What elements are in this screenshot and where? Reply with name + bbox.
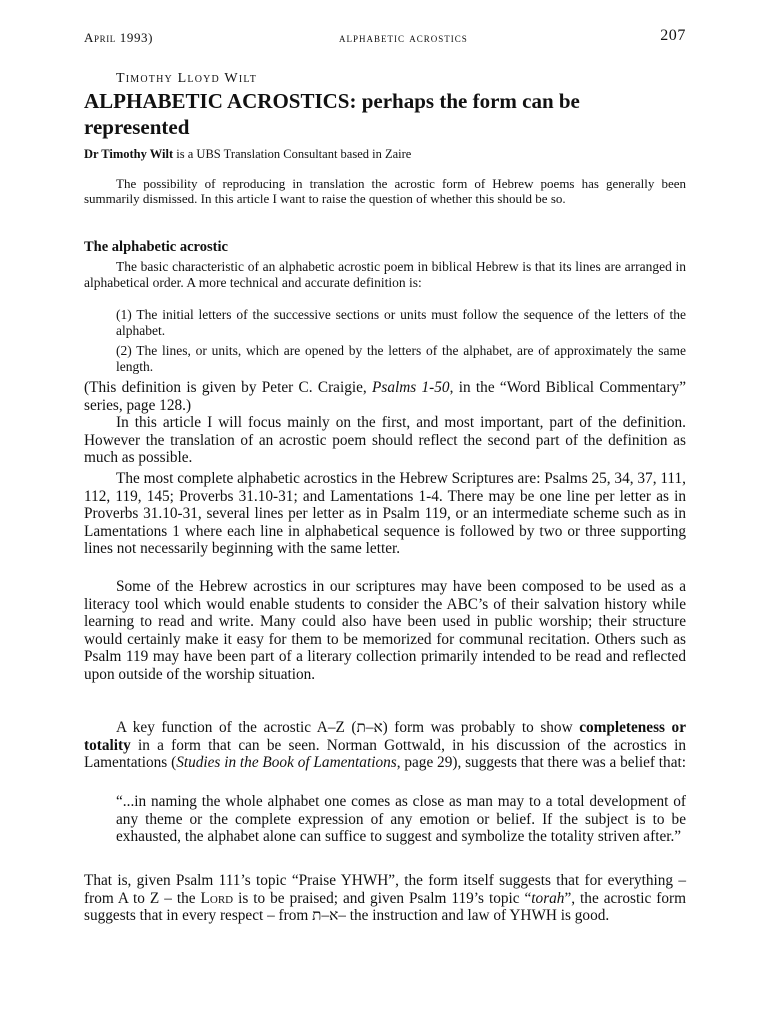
running-head-title: alphabetic acrostics xyxy=(339,30,468,45)
source-book-title: Psalms 1-50 xyxy=(372,379,450,396)
running-head xyxy=(84,27,686,48)
journal-page xyxy=(84,0,686,1024)
byline-affiliation: is a UBS Translation Consultant based in Zaire xyxy=(173,147,412,161)
block-quote: “...in naming the whole alphabet one comes as close as man may to a total development of any theme or the complete expression of any emotion or belief. If the subject is to be exhausted, the alphabet alone can suffice to suggest and symbolize the totality striven after.” xyxy=(116,793,686,846)
definition-2: (2) The lines, or units, which are opened by the letters of the alphabet, are of approximately the same length. xyxy=(116,343,686,374)
author-byline xyxy=(84,146,686,162)
para6-torah: torah xyxy=(531,889,565,907)
para5-text-b: in a form that can be seen. Norman Gottwald, in his discussion of the acrostics in Lamentations ( xyxy=(84,736,686,772)
source-text-end: , in the “Word Biblical Commentary” series, page 128.) xyxy=(84,379,687,414)
article-abstract: The possibility of reproducing in translation the acrostic form of Hebrew poems has generally been summarily dismissed. In this article I want to raise the question of whether this should be so. xyxy=(84,176,686,206)
paragraph-conclusion xyxy=(84,872,686,925)
author-name: Timothy Lloyd Wilt xyxy=(116,71,258,86)
para5-book-title: Studies in the Book of Lamentations xyxy=(176,754,397,772)
paragraph-completeness xyxy=(84,719,686,772)
para5-text-c: , page 29), suggests that there was a belief that: xyxy=(396,754,686,772)
para5-emphasis: completeness or totality xyxy=(84,719,686,754)
paragraph-intro: The basic characteristic of an alphabetic acrostic poem in biblical Hebrew is that its lines are arranged in alphabetical order. A more technical and accurate definition is: xyxy=(84,259,686,290)
article-title: ALPHABETIC ACROSTICS: perhaps the form can be represented xyxy=(84,89,580,139)
source-text: (This definition is given by Peter C. Craigie, xyxy=(84,379,373,396)
definition-source xyxy=(84,379,686,414)
definition-1: (1) The initial letters of the successive sections or units must follow the sequence of the letters of the alphabet. xyxy=(116,307,686,338)
para6-text-b: is to be praised; and given Psalm 119’s topic “ xyxy=(233,889,532,907)
paragraph-literacy: Some of the Hebrew acrostics in our scriptures may have been composed to be used as a literacy tool which would enable students to consider the ABC’s of their salvation history while learning to read and write. Many could also have been used in public worship; their structure would certainly make it easy for them to be memorized for communal recitation. Others such as Psalm 119 may have been part of a literary collection primarily intended to be read and reflected upon outside of the worship situation. xyxy=(84,578,686,683)
section-heading: The alphabetic acrostic xyxy=(84,239,228,255)
para6-lord: Lord xyxy=(200,889,234,907)
paragraph-focus: In this article I will focus mainly on the first, and most important, part of the definition. However the translation of an acrostic poem should reflect the second part of the definition as much as possible. xyxy=(84,414,686,467)
para5-text-a: A key function of the acrostic A–Z (א–ת) form was probably to show xyxy=(116,719,580,736)
byline-name: Dr Timothy Wilt xyxy=(84,147,174,161)
page-number: 207 xyxy=(660,27,686,44)
para6-text-c: ”, the acrostic form suggests that in every respect – from א–ת– the instruction and law of YHWH is good. xyxy=(84,889,686,925)
para6-text-a: That is, given Psalm 111’s topic “Praise YHWH”, the form itself suggests that for everything – from A to Z – the xyxy=(84,872,686,907)
paragraph-acrostic-list: The most complete alphabetic acrostics in the Hebrew Scriptures are: Psalms 25, 34, 37, 111, 112, 119, 145; Proverbs 31.10-31; and Lamentations 1-4. There may be one line per letter as in Proverbs 31.10-31, several lines per letter as in Psalm 119, or an intermediate scheme such as in Lamentations 1 where each line in alphabetical sequence is followed by two or three supporting lines not necessarily beginning with the same letter. xyxy=(84,470,686,558)
running-head-date: April 1993) xyxy=(84,30,154,45)
